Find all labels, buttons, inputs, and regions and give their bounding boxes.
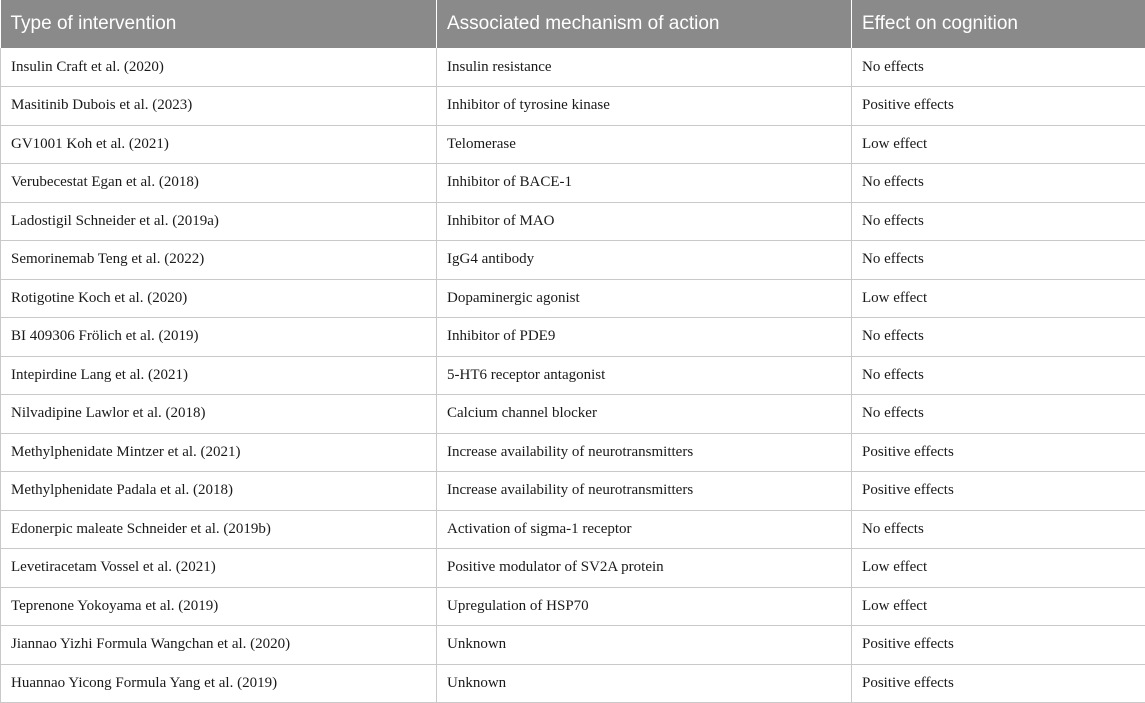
cell-mechanism: Inhibitor of PDE9	[437, 318, 852, 357]
cell-mechanism: Inhibitor of tyrosine kinase	[437, 87, 852, 126]
cell-effect: No effects	[852, 356, 1145, 395]
cell-intervention: Intepirdine Lang et al. (2021)	[1, 356, 437, 395]
table-row	[1, 472, 1145, 511]
cell-mechanism: Positive modulator of SV2A protein	[437, 549, 852, 588]
cell-mechanism: Calcium channel blocker	[437, 395, 852, 434]
table-row	[1, 356, 1145, 395]
cell-intervention: Levetiracetam Vossel et al. (2021)	[1, 549, 437, 588]
table-body	[1, 48, 1145, 703]
cell-intervention: Edonerpic maleate Schneider et al. (2019b)	[1, 510, 437, 549]
cell-intervention: Huannao Yicong Formula Yang et al. (2019)	[1, 664, 437, 703]
cell-intervention: Nilvadipine Lawlor et al. (2018)	[1, 395, 437, 434]
table-row	[1, 626, 1145, 665]
cell-intervention: Verubecestat Egan et al. (2018)	[1, 164, 437, 203]
cell-effect: No effects	[852, 48, 1145, 87]
cell-effect: Positive effects	[852, 626, 1145, 665]
table-row	[1, 395, 1145, 434]
cell-effect: No effects	[852, 318, 1145, 357]
cell-mechanism: Unknown	[437, 664, 852, 703]
cell-intervention: Jiannao Yizhi Formula Wangchan et al. (2020)	[1, 626, 437, 665]
table-row	[1, 549, 1145, 588]
cell-effect: Low effect	[852, 549, 1145, 588]
cell-effect: Positive effects	[852, 472, 1145, 511]
cell-mechanism: Increase availability of neurotransmitters	[437, 472, 852, 511]
cell-mechanism: Increase availability of neurotransmitters	[437, 433, 852, 472]
table-row	[1, 241, 1145, 280]
cell-intervention: Methylphenidate Padala et al. (2018)	[1, 472, 437, 511]
table-row	[1, 664, 1145, 703]
cell-mechanism: Inhibitor of MAO	[437, 202, 852, 241]
cell-intervention: Rotigotine Koch et al. (2020)	[1, 279, 437, 318]
cell-effect: Low effect	[852, 125, 1145, 164]
header-row	[1, 0, 1145, 48]
table-row	[1, 87, 1145, 126]
cell-intervention: BI 409306 Frölich et al. (2019)	[1, 318, 437, 357]
table-row	[1, 318, 1145, 357]
cell-effect: Low effect	[852, 587, 1145, 626]
cell-effect: No effects	[852, 241, 1145, 280]
cell-effect: No effects	[852, 164, 1145, 203]
cell-mechanism: Activation of sigma-1 receptor	[437, 510, 852, 549]
table-row	[1, 279, 1145, 318]
cell-intervention: GV1001 Koh et al. (2021)	[1, 125, 437, 164]
table-row	[1, 164, 1145, 203]
cell-effect: Positive effects	[852, 87, 1145, 126]
cell-intervention: Semorinemab Teng et al. (2022)	[1, 241, 437, 280]
cell-mechanism: Telomerase	[437, 125, 852, 164]
cell-mechanism: Inhibitor of BACE-1	[437, 164, 852, 203]
cell-mechanism: Unknown	[437, 626, 852, 665]
cell-effect: No effects	[852, 202, 1145, 241]
cell-mechanism: 5-HT6 receptor antagonist	[437, 356, 852, 395]
cell-mechanism: Dopaminergic agonist	[437, 279, 852, 318]
cell-intervention: Teprenone Yokoyama et al. (2019)	[1, 587, 437, 626]
header-type-of-intervention: Type of intervention	[1, 0, 437, 48]
cell-effect: No effects	[852, 395, 1145, 434]
cell-effect: Positive effects	[852, 433, 1145, 472]
header-mechanism-of-action: Associated mechanism of action	[437, 0, 852, 48]
cell-intervention: Insulin Craft et al. (2020)	[1, 48, 437, 87]
table-header	[1, 0, 1145, 48]
table-row	[1, 433, 1145, 472]
table-row	[1, 587, 1145, 626]
cell-mechanism: Upregulation of HSP70	[437, 587, 852, 626]
cell-effect: Positive effects	[852, 664, 1145, 703]
header-effect-on-cognition: Effect on cognition	[852, 0, 1145, 48]
table-row	[1, 48, 1145, 87]
table-row	[1, 510, 1145, 549]
cell-effect: Low effect	[852, 279, 1145, 318]
cell-intervention: Masitinib Dubois et al. (2023)	[1, 87, 437, 126]
cell-effect: No effects	[852, 510, 1145, 549]
table-row	[1, 202, 1145, 241]
cell-intervention: Methylphenidate Mintzer et al. (2021)	[1, 433, 437, 472]
cell-intervention: Ladostigil Schneider et al. (2019a)	[1, 202, 437, 241]
cell-mechanism: IgG4 antibody	[437, 241, 852, 280]
table-row	[1, 125, 1145, 164]
cell-mechanism: Insulin resistance	[437, 48, 852, 87]
